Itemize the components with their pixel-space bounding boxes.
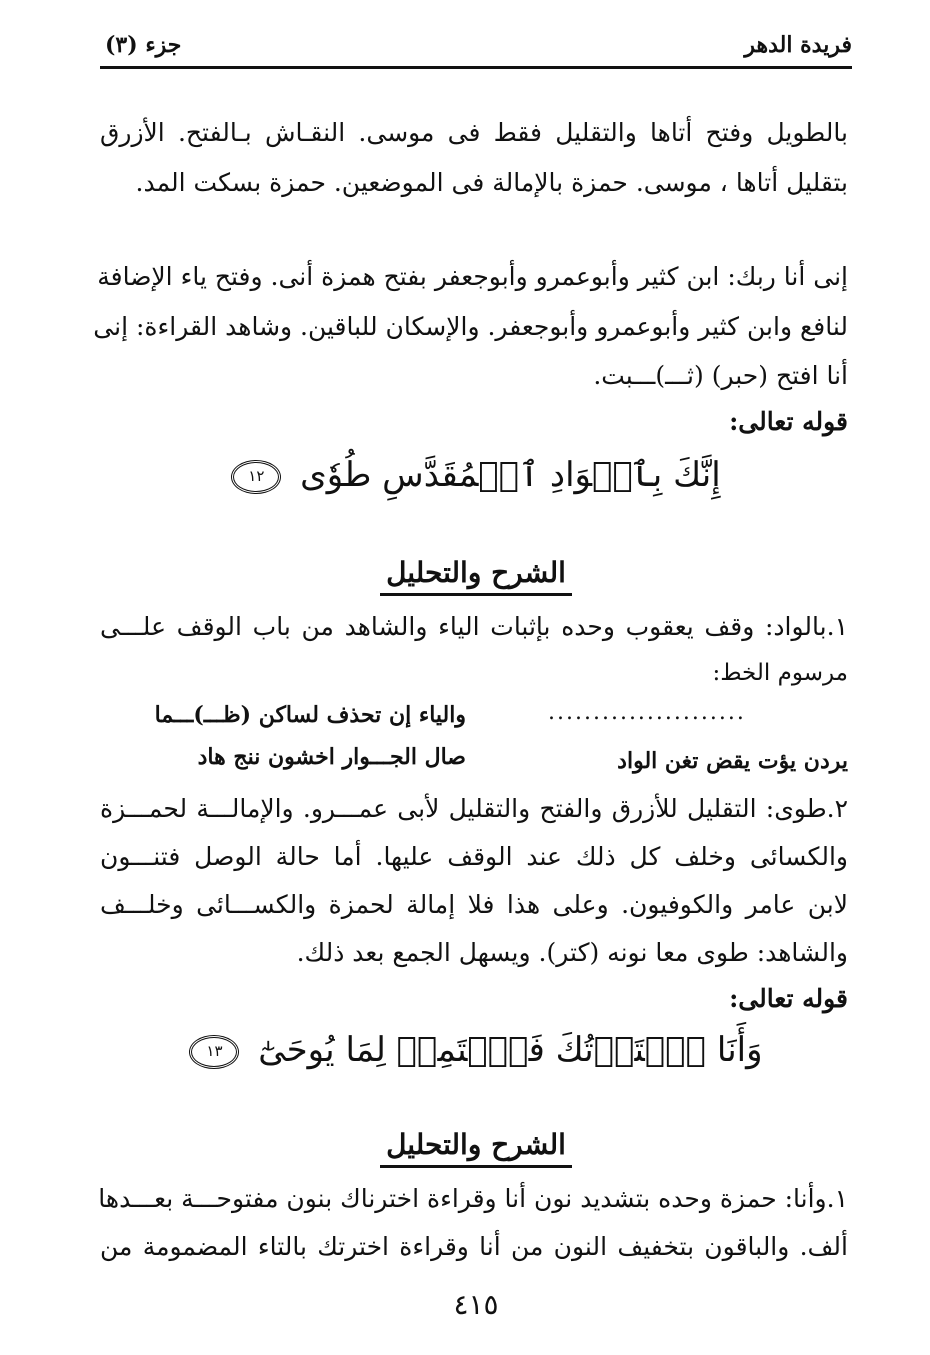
paragraph-line: ألف. والباقون بتخفيف النون من أنا وقراءة اخترتك بالتاء المضمومة من bbox=[100, 1232, 848, 1261]
book-title: فريدة الدهر bbox=[744, 32, 852, 58]
section-heading bbox=[100, 1128, 852, 1161]
poem-ellipsis: ...................... bbox=[548, 700, 746, 725]
paragraph-line: لنافع وابن كثير وأبوعمرو وأبوجعفر. والإسكان للباقين. وشاهد القراءة: إنى bbox=[93, 312, 848, 341]
ayah-number-icon: ١٣ bbox=[189, 1035, 239, 1069]
paragraph-line: ١.وأنا: حمزة وحده بتشديد نون أنا وقراءة اخترناك بنون مفتوحـــة بعـــدها bbox=[98, 1184, 848, 1213]
paragraph-line: ١.بالواد: وقف يعقوب وحده بإثبات الياء والشاهد من باب الوقف علـــى bbox=[100, 612, 848, 641]
verse-text: وَأَنَا ٱخۡتَرۡتُكَ فَٱسۡتَمِعۡ لِمَا يُوحَىٰٓ bbox=[258, 1030, 763, 1070]
poem-verse: صال الجـــوار اخشون ننج هاد bbox=[197, 744, 466, 770]
paragraph-line: إنى أنا ربك: ابن كثير وأبوعمرو وأبوجعفر بفتح همزة أنى. وفتح ياء الإضافة bbox=[97, 262, 848, 291]
qawl-label: قوله تعالى: bbox=[729, 407, 848, 436]
paragraph-line: بالطويل وفتح أتاها والتقليل فقط فى موسى. النقـاش بـالفتح. الأزرق bbox=[100, 118, 848, 147]
paragraph-line: أنا افتح (حبر) (ثـــ)ـــبت. bbox=[593, 361, 848, 390]
ayah-number-icon: ١٢ bbox=[231, 460, 281, 494]
paragraph-line: والكسائى وخلف كل ذلك عند الوقف عليها. أما حالة الوصل فتنـــون bbox=[100, 842, 848, 871]
poem-verse: والياء إن تحذف لساكن (ظـــ)ـــما bbox=[154, 702, 466, 728]
qawl-label: قوله تعالى: bbox=[729, 984, 848, 1013]
paragraph-line: بتقليل أتاها ، موسى. حمزة بالإمالة فى الموضعين. حمزة بسكت المد. bbox=[135, 168, 848, 197]
paragraph-line: ٢.طوى: التقليل للأزرق والفتح والتقليل لأبى عمـــرو. والإمالـــة لحمـــزة bbox=[100, 794, 848, 823]
quran-verse bbox=[100, 454, 852, 495]
paragraph-line: والشاهد: طوى معا نونه (كتر). ويسهل الجمع بعد ذلك. bbox=[296, 938, 848, 967]
verse-text: إِنَّكَ بِٱلۡوَادِ ٱلۡمُقَدَّسِ طُوٗى bbox=[300, 455, 721, 495]
part-label: جزء (٣) bbox=[105, 32, 182, 58]
section-heading-text: الشرح والتحليل bbox=[380, 556, 572, 596]
section-heading bbox=[100, 556, 852, 589]
quran-verse bbox=[100, 1030, 852, 1070]
paragraph-line: لابن عامر والكوفيون. وعلى هذا فلا إمالة لحمزة والكســـائى وخلـــف bbox=[100, 890, 848, 919]
section-heading-text: الشرح والتحليل bbox=[380, 1128, 572, 1168]
running-header bbox=[100, 22, 852, 69]
paragraph-line: مرسوم الخط: bbox=[712, 660, 848, 686]
poem-verse: يردن يؤت يقض تغن الواد bbox=[617, 748, 848, 774]
page-number: ٤١٥ bbox=[453, 1288, 499, 1321]
